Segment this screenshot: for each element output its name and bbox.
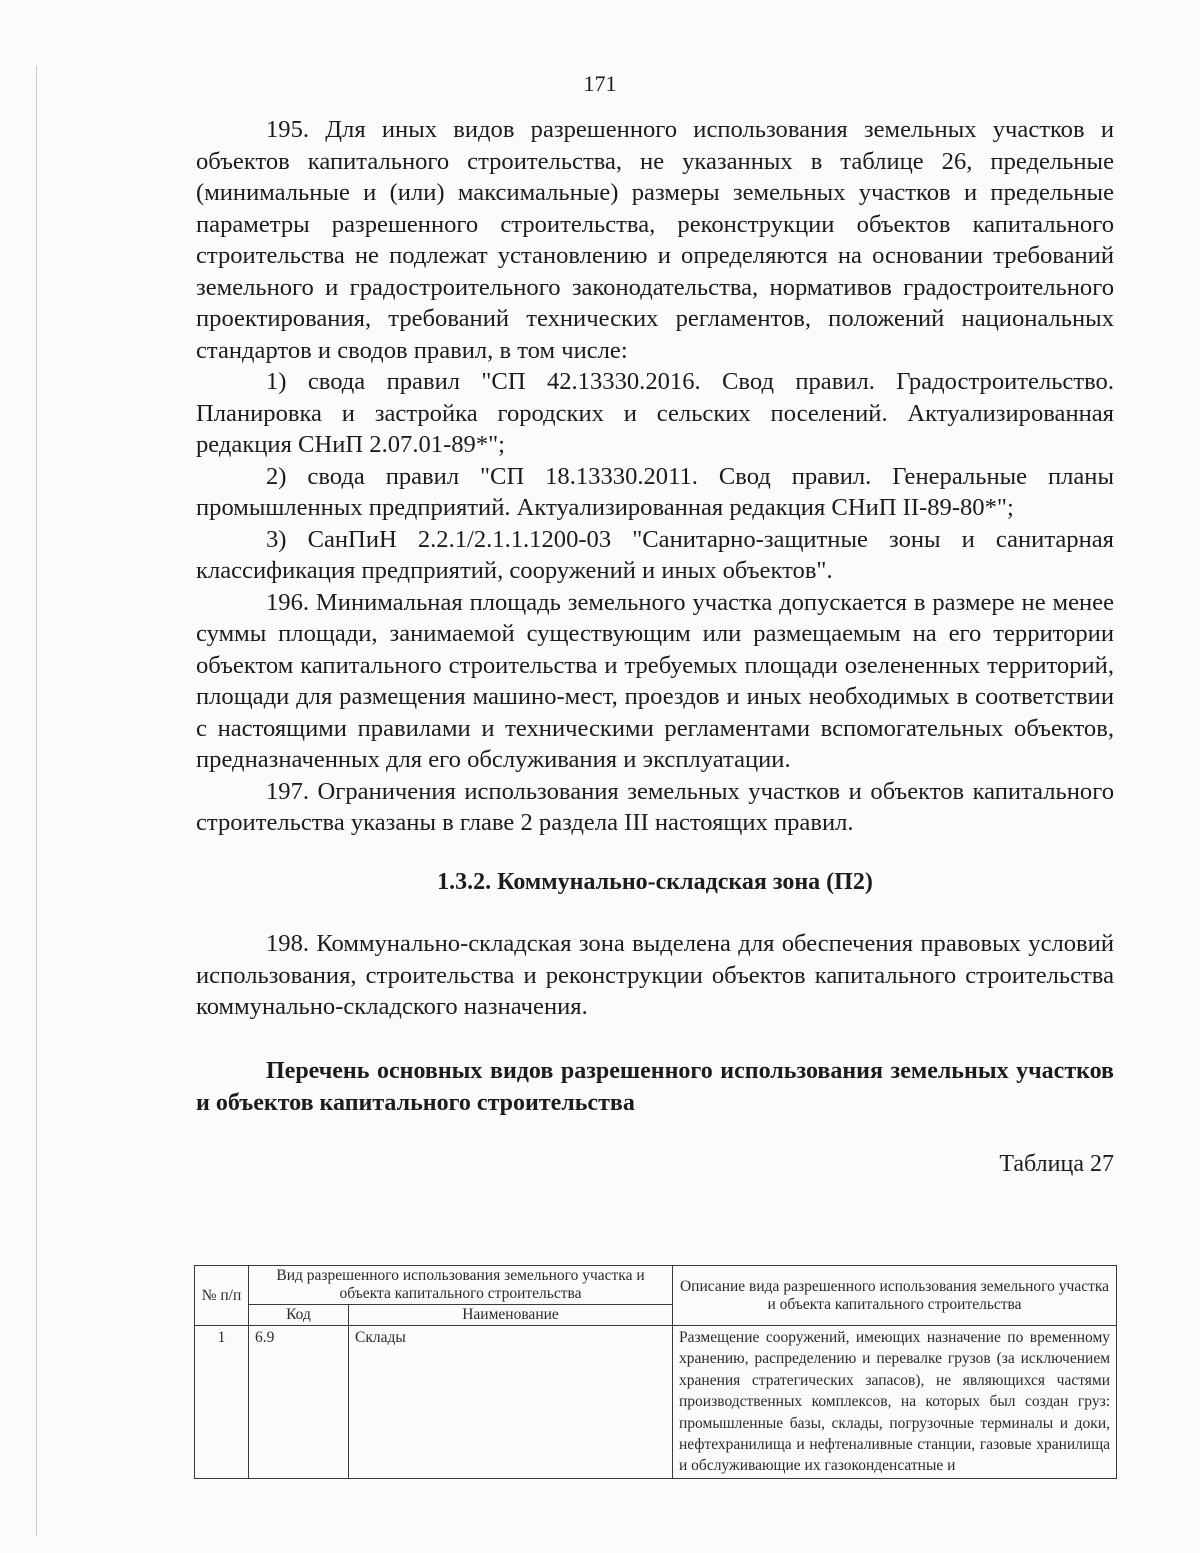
table-caption: Таблица 27 xyxy=(999,1150,1114,1177)
table-row xyxy=(195,1326,1117,1479)
header-code: Код xyxy=(249,1305,349,1326)
table-header-row xyxy=(195,1266,1117,1305)
list-item-2: 2) свода правил "СП 18.13330.2011. Свод правил. Генеральные планы промышленных предприятий. Актуализированная редакция СНиП II-89-80*"; xyxy=(196,462,1114,521)
body-text xyxy=(196,114,1114,1184)
row-code: 6.9 xyxy=(249,1326,349,1479)
header-num: № п/п xyxy=(195,1266,249,1326)
header-kind: Вид разрешенного использования земельного участка и объекта капитального строительства xyxy=(249,1266,673,1305)
row-name: Склады xyxy=(349,1326,673,1479)
paragraph-197: 197. Ограничения использования земельных участков и объектов капитального строительства указаны в главе 2 раздела III настоящих правил. xyxy=(196,777,1114,836)
header-description: Описание вида разрешенного использования земельного участка и объекта капитального строительства xyxy=(673,1266,1117,1326)
page-number: 171 xyxy=(583,71,617,96)
paragraph-195: 195. Для иных видов разрешенного использования земельных участков и объектов капитального строительства, не указанных в таблице 26, предельные (минимальные и (или) максимальные) размеры земельных участков и предельные параметры разрешенного строительства, реконструкции объектов капитального строительства не подлежат установлению и определяются на основании требований земельного и градостроительного законодательства, нормативов градостроительного проектирования, требований технических регламентов, положений национальных стандартов и сводов правил, в том числе: xyxy=(196,116,1114,364)
row-num: 1 xyxy=(195,1326,249,1479)
list-item-3: 3) СанПиН 2.2.1/2.1.1.1200-03 "Санитарно-защитные зоны и санитарная классификация предприятий, сооружений и иных объектов". xyxy=(196,525,1114,584)
list-heading: Перечень основных видов разрешенного использования земельных участков и объектов капитального строительства xyxy=(196,1057,1114,1116)
row-description: Размещение сооружений, имеющих назначение по временному хранению, распределению и перевалке грузов (за исключением хранения стратегических запасов), не являющихся частями производственных комплексов, на которых был создан груз: промышленные базы, склады, погрузочные терминалы и доки, нефтехранилища и нефтеналивные станции, газовые хранилища и обслуживающие их газоконденсатные и xyxy=(673,1326,1117,1479)
paragraph-198: 198. Коммунально-складская зона выделена для обеспечения правовых условий использования, строительства и реконструкции объектов капитального строительства коммунально-складского назначения. xyxy=(196,930,1114,1020)
paragraph-196: 196. Минимальная площадь земельного участка допускается в размере не менее суммы площади, занимаемой существующим или размещаемым на его территории объектом капитального строительства и требуемых площади озелененных территорий, площади для размещения машино-мест, проездов и иных необходимых в соответствии с настоящими правилами и техническими регламентами вспомогательных объектов, предназначенных для его обслуживания и эксплуатации. xyxy=(196,588,1114,773)
section-heading: 1.3.2. Коммунально-складская зона (П2) xyxy=(437,868,873,895)
scan-edge-line xyxy=(36,66,37,1536)
header-name: Наименование xyxy=(349,1305,673,1326)
list-item-1: 1) свода правил "СП 42.13330.2016. Свод правил. Градостроительство. Планировка и застройка городских и сельских поселений. Актуализированная редакция СНиП 2.07.01-89*"; xyxy=(196,368,1114,458)
land-use-table xyxy=(194,1265,1117,1479)
